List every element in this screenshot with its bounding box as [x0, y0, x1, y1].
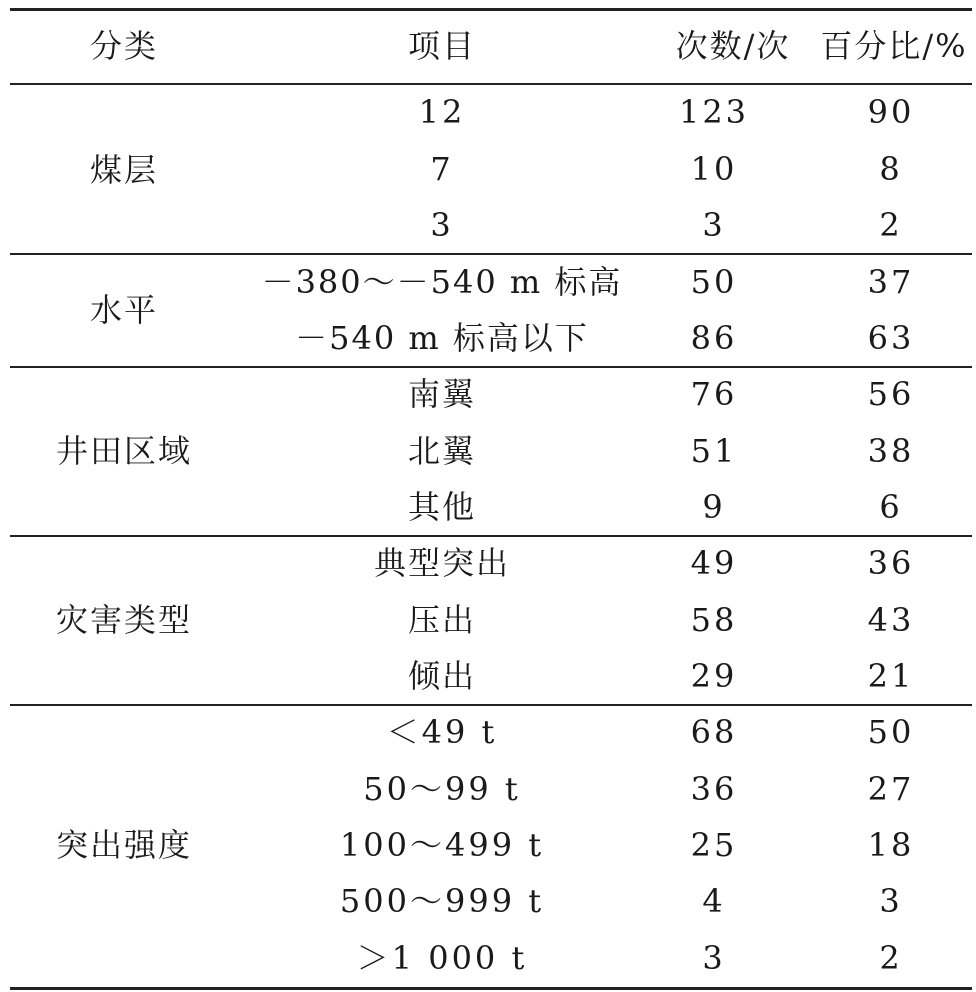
item-cell: 压出 — [407, 601, 476, 639]
percent-cell: 21 — [867, 657, 915, 695]
percent-cell: 3 — [879, 882, 903, 920]
item-cell: 典型突出 — [373, 544, 510, 582]
count-cell: 50 — [690, 263, 738, 301]
percent-cell: 56 — [867, 375, 915, 413]
count-cell: 58 — [690, 601, 738, 639]
percent-cell: 2 — [879, 206, 903, 244]
group-rule — [10, 366, 972, 368]
count-cell: 68 — [690, 713, 738, 751]
count-cell: 86 — [690, 319, 738, 357]
percent-cell: 8 — [879, 150, 903, 188]
header-category: 分类 — [89, 27, 158, 65]
category-cell: 灾害类型 — [55, 601, 192, 639]
percent-cell: 50 — [867, 713, 915, 751]
count-cell: 49 — [690, 544, 738, 582]
group-rule — [10, 535, 972, 537]
percent-cell: 43 — [867, 601, 915, 639]
item-cell: 12 — [418, 93, 466, 131]
item-cell: ＜49 t — [386, 713, 498, 751]
header-count: 次数/次 — [675, 27, 791, 65]
item-cell: 北翼 — [407, 432, 476, 470]
percent-cell: 37 — [867, 263, 915, 301]
category-cell: 井田区域 — [55, 432, 192, 470]
percent-cell: 18 — [867, 826, 915, 864]
percent-cell: 38 — [867, 432, 915, 470]
top-rule — [10, 8, 972, 11]
category-cell: 水平 — [89, 291, 158, 329]
count-cell: 123 — [678, 93, 750, 131]
percent-cell: 2 — [879, 939, 903, 977]
count-cell: 4 — [702, 882, 726, 920]
group-rule — [10, 704, 972, 706]
count-cell: 9 — [702, 488, 726, 526]
item-cell: －380～－540 m 标高 — [261, 263, 623, 301]
item-cell: 500～999 t — [339, 882, 545, 920]
percent-cell: 27 — [867, 770, 915, 808]
item-cell: 3 — [430, 206, 454, 244]
count-cell: 10 — [690, 150, 738, 188]
header-item: 项目 — [407, 27, 476, 65]
category-cell: 突出强度 — [55, 826, 192, 864]
percent-cell: 36 — [867, 544, 915, 582]
percent-cell: 90 — [867, 93, 915, 131]
bottom-rule — [10, 987, 972, 990]
count-cell: 3 — [702, 206, 726, 244]
header-rule — [10, 83, 972, 85]
item-cell: 50～99 t — [363, 770, 521, 808]
item-cell: 7 — [430, 150, 454, 188]
item-cell: 倾出 — [407, 657, 476, 695]
item-cell: ＞1 000 t — [356, 939, 528, 977]
count-cell: 76 — [690, 375, 738, 413]
item-cell: －540 m 标高以下 — [295, 319, 589, 357]
header-percent: 百分比/% — [820, 27, 968, 65]
count-cell: 36 — [690, 770, 738, 808]
category-cell: 煤层 — [89, 151, 158, 189]
item-cell: 100～499 t — [339, 826, 545, 864]
item-cell: 南翼 — [407, 375, 476, 413]
count-cell: 29 — [690, 657, 738, 695]
group-rule — [10, 253, 972, 255]
count-cell: 51 — [690, 432, 738, 470]
item-cell: 其他 — [407, 488, 476, 526]
percent-cell: 63 — [867, 319, 915, 357]
percent-cell: 6 — [879, 488, 903, 526]
count-cell: 25 — [690, 826, 738, 864]
count-cell: 3 — [702, 939, 726, 977]
